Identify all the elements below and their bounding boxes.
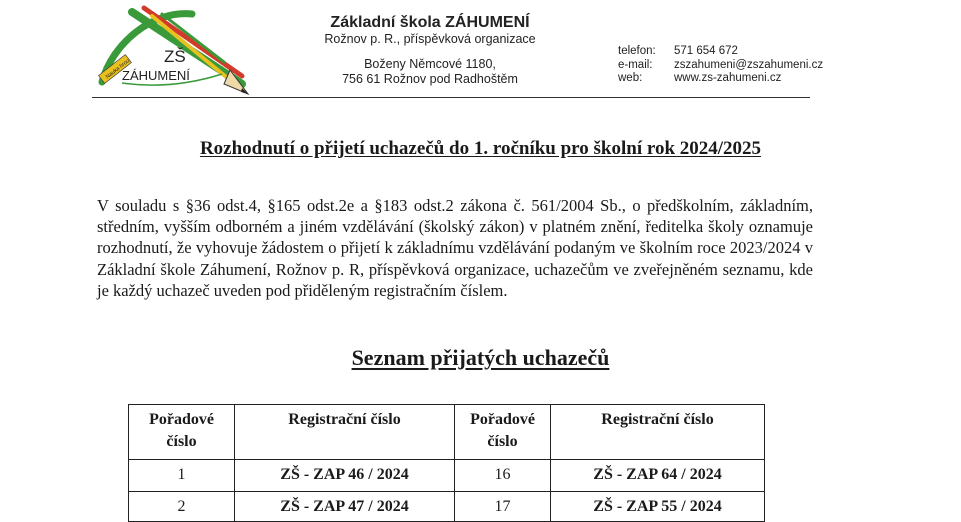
table-header-row (129, 405, 765, 460)
logo-pencil-text: Nauka hrou (104, 58, 132, 81)
school-heading (300, 14, 560, 87)
registration-number: ZŠ - ZAP 55 / 2024 (551, 492, 765, 522)
intro-paragraph: V souladu s §36 odst.4, §165 odst.2e a §183 odst.2 zákona č. 561/2004 Sb., o předškolním, základním, středním, vyšším odborném a jiném vzdělávání (školský zákon) v platném znění, ředitelka školy oznamuje rozhodnutí, že vyhovuje žádostem o přijetí k základnímu vzdělávání podaným ve školním roce 2023/2024 v Základní škole Záhumení, Rožnov p. R, příspěvková organizace, uchazečům ve zveřejněném seznamu, kde je každý uchazeč uveden pod přiděleným registračním číslem. (97, 196, 813, 300)
registration-number: ZŠ - ZAP 64 / 2024 (551, 460, 765, 492)
contact-value[interactable]: www.zs-zahumeni.cz (674, 72, 782, 84)
header-order-number: Pořadové číslo (129, 405, 235, 460)
school-address (300, 57, 560, 87)
logo-text-top: ZŠ (164, 47, 186, 66)
contact-email (618, 59, 823, 73)
contact-label: telefon: (618, 45, 656, 57)
contact-value: 571 654 672 (674, 45, 738, 57)
admitted-table (128, 404, 765, 522)
registration-number: ZŠ - ZAP 46 / 2024 (235, 460, 455, 492)
header-divider (92, 97, 810, 98)
pencil-logo-icon (92, 4, 252, 96)
address-line-2: 756 61 Rožnov pod Radhoštěm (342, 72, 518, 86)
contact-block (618, 45, 823, 86)
logo-text-bottom: ZÁHUMENÍ (122, 68, 190, 83)
header-registration-number: Registrační číslo (235, 405, 455, 460)
contact-value[interactable]: zszahumeni@zszahumeni.cz (674, 58, 824, 71)
school-name: Základní škola ZÁHUMENÍ (330, 14, 530, 31)
registration-number: ZŠ - ZAP 47 / 2024 (235, 492, 455, 522)
table-row (129, 492, 765, 522)
header-order-number-2: Pořadové číslo (455, 405, 551, 460)
order-number: 16 (455, 460, 551, 492)
contact-web (618, 72, 823, 86)
list-title: Seznam přijatých uchazečů (351, 345, 610, 370)
order-number: 17 (455, 492, 551, 522)
contact-phone (618, 45, 823, 59)
header-registration-number-2: Registrační číslo (551, 405, 765, 460)
order-number: 1 (129, 460, 235, 492)
contact-label: web: (618, 72, 643, 84)
contact-label: e-mail: (618, 58, 653, 71)
document-title: Rozhodnutí o přijetí uchazečů do 1. ročníku pro školní rok 2024/2025 (199, 138, 762, 159)
order-number: 2 (129, 492, 235, 522)
address-line-1: Boženy Němcové 1180, (364, 57, 496, 71)
school-subtitle: Rožnov p. R., příspěvková organizace (324, 32, 536, 46)
table-row (129, 460, 765, 492)
school-logo (92, 4, 252, 96)
